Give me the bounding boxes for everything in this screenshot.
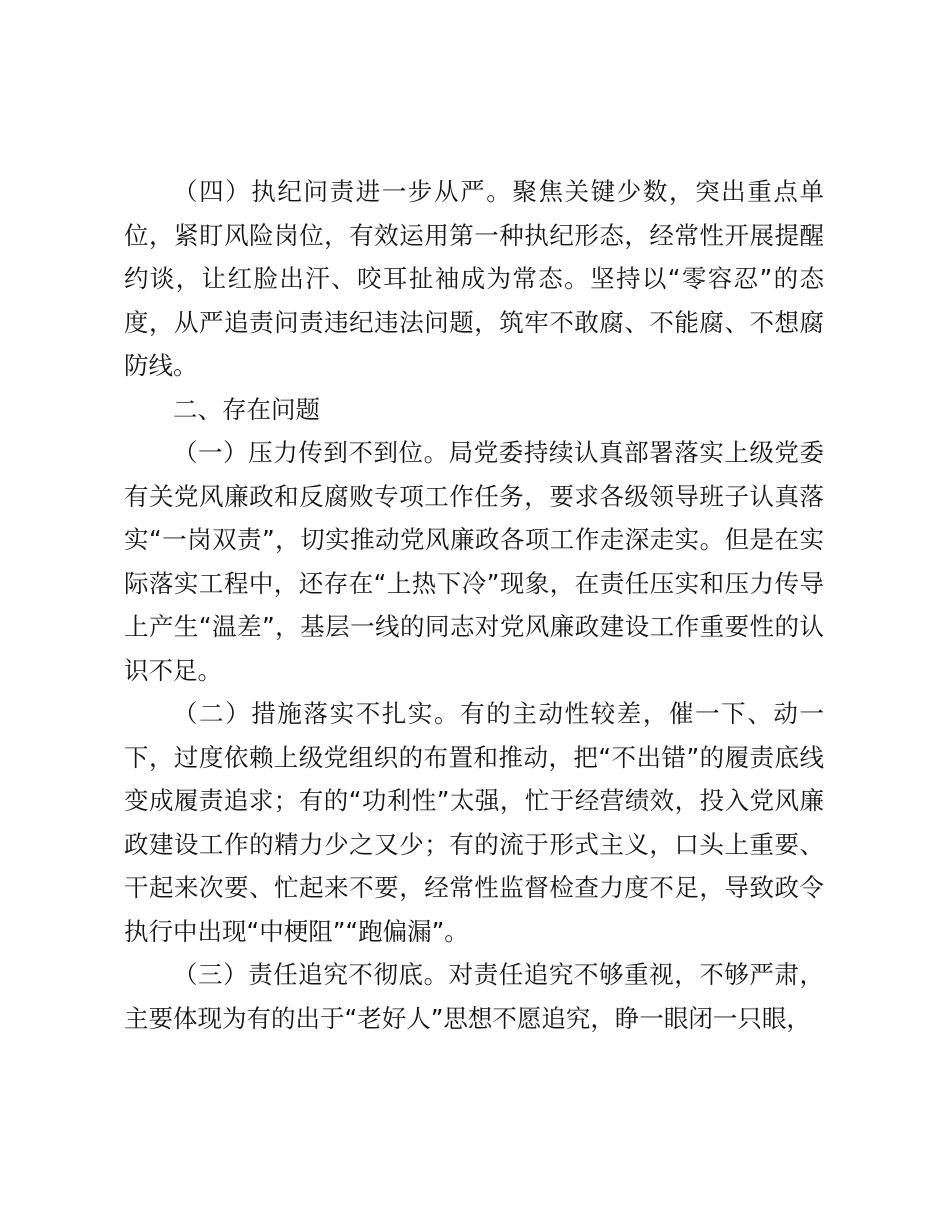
paragraph-measures-implementation: （二）措施落实不扎实。有的主动性较差，催一下、动一下，过度依赖上级党组织的布置和推动，把“不出错”的履责底线变成履责追求；有的“功利性”太强，忙于经营绩效，投入党风廉政建设工作的精力少之又少；有的流于形式主义，口头上重要、干起来次要、忙起来不要，经常性监督检查力度不足，导致政令执行中出现“中梗阻”“跑偏漏”。 <box>124 699 824 946</box>
document-body <box>124 170 824 1040</box>
paragraph-accountability-incomplete: （三）责任追究不彻底。对责任追究不够重视，不够严肃，主要体现为有的出于“老好人”思想不愿追究，睁一眼闭一只眼， <box>124 960 824 1033</box>
paragraph-discipline-accountability: （四）执纪问责进一步从严。聚焦关键少数，突出重点单位，紧盯风险岗位，有效运用第一种执纪形态，经常性开展提醒约谈，让红脸出汗、咬耳扯袖成为常态。坚持以“零容忍”的态度，从严追责问责违纪违法问题，筑牢不敢腐、不能腐、不想腐防线。 <box>124 177 824 380</box>
paragraph-pressure-transmission: （一）压力传到不到位。局党委持续认真部署落实上级党委有关党风廉政和反腐败专项工作任务，要求各级领导班子认真落实“一岗双责”，切实推动党风廉政各项工作走深走实。但是在实际落实工程中，还存在“上热下冷”现象，在责任压实和压力传导上产生“温差”，基层一线的同志对党风廉政建设工作重要性的认识不足。 <box>124 438 824 685</box>
section-heading-existing-problems: 二、存在问题 <box>173 394 320 424</box>
